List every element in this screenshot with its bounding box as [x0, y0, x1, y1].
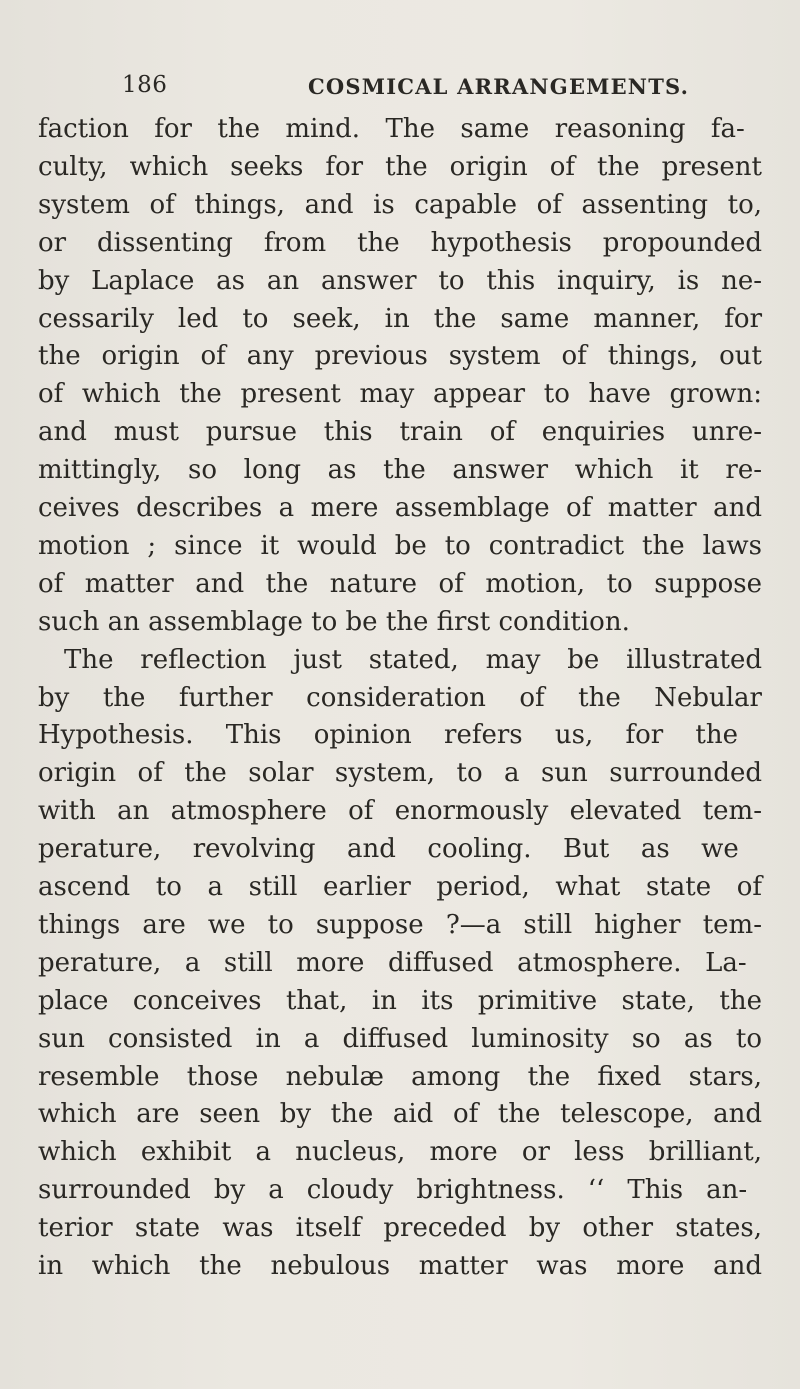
text-line: by the further consideration of the Nebular [38, 682, 762, 713]
text-line: things are we to suppose ?—a still higher tem- [38, 909, 762, 940]
text-line: sun consisted in a diffused luminosity so as to [38, 1023, 762, 1054]
text-line: and must pursue this train of enquiries unre- [38, 417, 762, 448]
text-line: surrounded by a cloudy brightness. ‘‘ This an- [38, 1175, 748, 1206]
text-line: mittingly, so long as the answer which it re- [38, 455, 762, 486]
text-line: of matter and the nature of motion, to suppose [38, 568, 762, 599]
text-line: perature, a still more diffused atmosphere. La- [38, 947, 747, 978]
text-line: origin of the solar system, to a sun surrounded [38, 758, 762, 789]
page-header [0, 64, 800, 104]
text-line: culty, which seeks for the origin of the present [38, 151, 762, 182]
text-line: system of things, and is capable of assenting to, [38, 189, 762, 220]
text-line: of which the present may appear to have grown: [38, 379, 762, 410]
text-line: place conceives that, in its primitive state, the [38, 985, 762, 1016]
text-line: resemble those nebulæ among the fixed stars, [38, 1061, 762, 1092]
text-line: with an atmosphere of enormously elevated tem- [38, 796, 762, 827]
text-line: such an assemblage to be the first condition. [38, 606, 630, 637]
text-line: The reflection just stated, may be illustrated [64, 644, 762, 675]
text-line: ceives describes a mere assemblage of matter and [38, 493, 762, 523]
text-line: by Laplace as an answer to this inquiry, is ne- [38, 265, 762, 296]
text-line: faction for the mind. The same reasoning fa- [38, 114, 745, 144]
text-line: which exhibit a nucleus, more or less brilliant, [38, 1137, 762, 1168]
text-line: cessarily led to seek, in the same manner, for [38, 303, 762, 334]
text-line: terior state was itself preceded by other states, [38, 1213, 762, 1244]
text-line: motion ; since it would be to contradict the laws [38, 530, 762, 561]
text-line: which are seen by the aid of the telescope, and [38, 1099, 762, 1130]
page-number: 186 [122, 72, 168, 98]
text-line: perature, revolving and cooling. But as we [38, 834, 739, 865]
text-line: the origin of any previous system of things, out [38, 341, 762, 372]
text-line: Hypothesis. This opinion refers us, for the [38, 720, 739, 751]
text-line: or dissenting from the hypothesis propounded [38, 227, 762, 258]
running-head: COSMICAL ARRANGEMENTS. [308, 74, 690, 99]
text-line: ascend to a still earlier period, what state of [38, 872, 762, 902]
text-line: in which the nebulous matter was more and [38, 1251, 762, 1281]
